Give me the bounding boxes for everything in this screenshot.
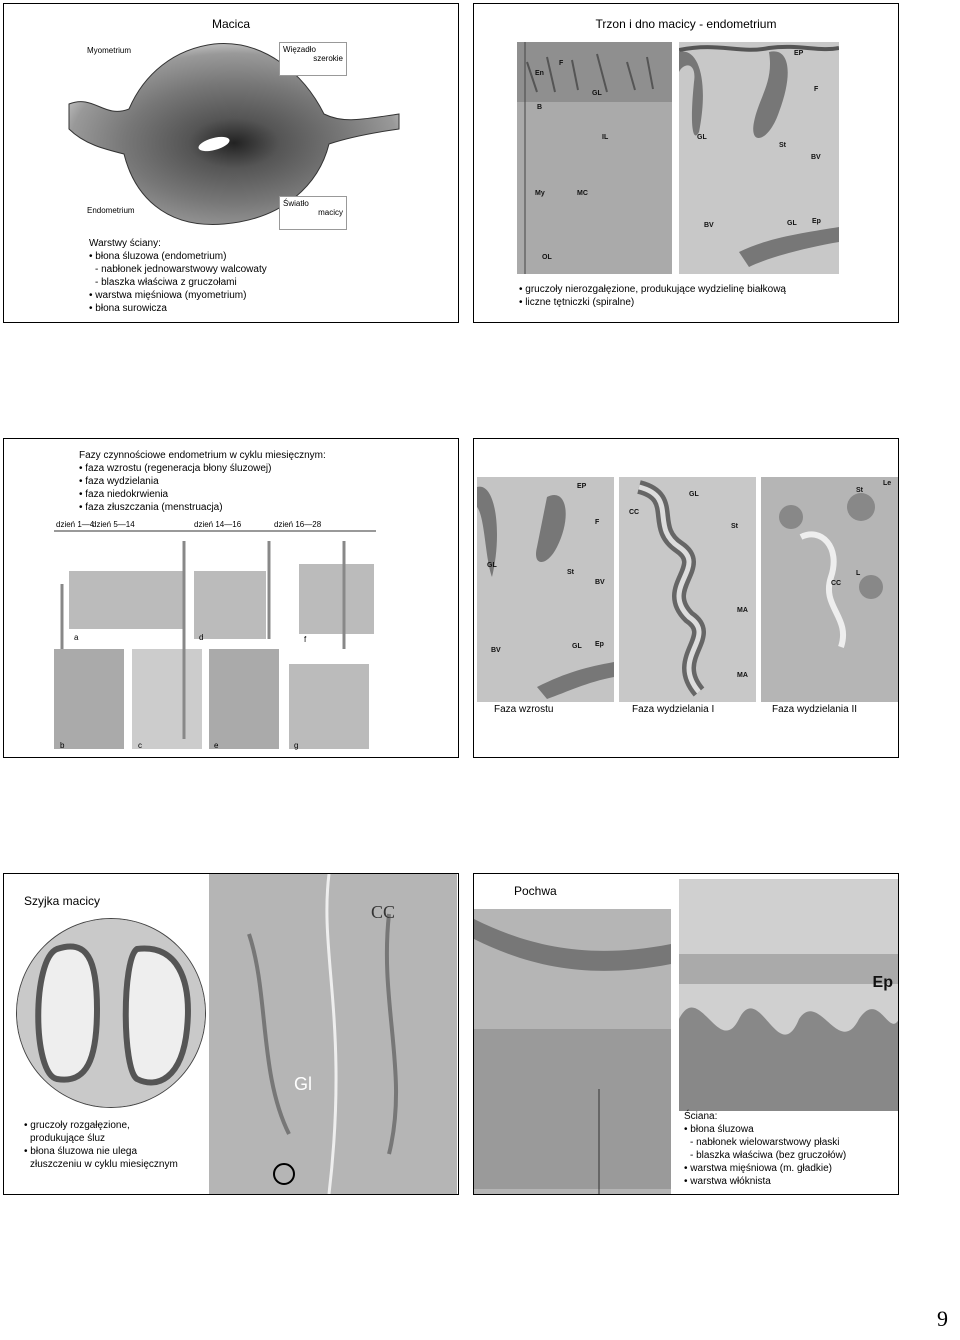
cervix-list	[24, 1119, 178, 1171]
list-item: • faza wzrostu (regeneracja błony śluzowej)	[79, 462, 326, 475]
list-item: • faza niedokrwienia	[79, 488, 326, 501]
panel-letter: d	[199, 633, 204, 642]
slide-title: Pochwa	[514, 884, 557, 898]
slide-uterine-body-endometrium	[473, 3, 899, 323]
photo-label: B	[537, 104, 543, 111]
photo-label: CC	[831, 580, 842, 587]
list-item: produkujące śluz	[30, 1133, 106, 1144]
panel-letter: a	[74, 633, 79, 642]
photo-label: GL	[787, 220, 797, 227]
photo-label: F	[814, 86, 819, 93]
phases-block	[79, 449, 326, 514]
photo-label: St	[856, 487, 863, 494]
endometrium-label: Endometrium	[87, 206, 135, 215]
day-label: dzień 16—28	[274, 520, 322, 529]
list-item: • błona śluzowa (endometrium)	[89, 250, 267, 263]
list-item: • liczne tętniczki (spiralne)	[519, 296, 786, 309]
list-item: • gruczoły nierozgałęzione, produkujące wydzielinę białkową	[519, 283, 786, 296]
slide-title: Trzon i dno macicy - endometrium	[595, 17, 777, 31]
photo-label: GL	[592, 90, 602, 97]
lumen-label	[279, 196, 347, 230]
list-item: - nabłonek jednowarstwowy walcowaty	[95, 264, 267, 275]
slide-endometrium-phase-photos	[473, 438, 899, 758]
photo-label: Le	[883, 480, 892, 487]
broad-ligament-label-line1: Więzadło	[283, 45, 316, 54]
slide-vagina	[473, 873, 899, 1195]
slide-title: Szyjka macicy	[24, 894, 101, 908]
photo-label: GL	[487, 562, 497, 569]
list-item: • błona śluzowa nie ulega	[24, 1145, 178, 1158]
phases-heading: Fazy czynnościowe endometrium w cyklu miesięcznym:	[79, 450, 326, 461]
photo-label: BV	[491, 647, 501, 654]
secretory-phase-2-caption: Faza wydzielania II	[772, 704, 858, 715]
list-item: • warstwa włóknista	[684, 1175, 846, 1188]
photo-label: St	[567, 569, 574, 576]
cervical-gland-inset-image	[16, 918, 206, 1108]
list-item: • warstwa mięśniowa (m. gładkie)	[684, 1162, 846, 1175]
wall-layers-block	[89, 237, 267, 315]
photo-label: L	[856, 570, 861, 577]
myometrium-label: Myometrium	[87, 46, 132, 55]
list-item: - blaszka właściwa z gruczołami	[95, 277, 237, 288]
photo-label: En	[535, 70, 544, 77]
wall-layers-list	[89, 250, 267, 315]
cervical-canal-label: CC	[371, 902, 396, 922]
photo-label: F	[595, 519, 600, 526]
photo-label: EP	[794, 50, 804, 57]
list-item: • błona surowicza	[89, 302, 267, 315]
panel-letter: e	[214, 741, 219, 750]
photo-label: OL	[542, 254, 552, 261]
photo-label: St	[779, 142, 786, 149]
glands-label: Gl	[294, 1074, 312, 1094]
endometrium-high-magnification-image	[679, 42, 839, 274]
day-label: dzień 5—14	[92, 520, 135, 529]
photo-label: St	[731, 523, 738, 530]
list-item: • gruczoły rozgałęzione,	[24, 1119, 178, 1132]
day-label: dzień 1—4	[56, 520, 95, 529]
photo-label: My	[535, 190, 545, 197]
slide-endometrium-phases	[3, 438, 459, 758]
growth-phase-caption: Faza wzrostu	[494, 704, 554, 715]
lumen-label-line1: Światło	[283, 199, 309, 208]
list-item: - blaszka właściwa (bez gruczołów)	[690, 1150, 847, 1161]
broad-ligament-label-line2: szerokie	[313, 54, 343, 63]
photo-label: BV	[811, 154, 821, 161]
photo-label: Ep	[812, 218, 821, 225]
photo-label: BV	[704, 222, 714, 229]
uterine-body-list	[519, 283, 786, 309]
wall-layers-heading: Warstwy ściany:	[89, 238, 161, 249]
slide-cervix	[3, 873, 459, 1195]
photo-label: MA	[737, 672, 748, 679]
slide-uterus	[3, 3, 459, 323]
photo-label: IL	[602, 134, 609, 141]
list-item: - nabłonek wielowarstwowy płaski	[690, 1137, 840, 1148]
lumen-label-line2: macicy	[318, 208, 343, 217]
list-item: • błona śluzowa	[684, 1123, 846, 1136]
panel-letter: g	[294, 741, 299, 750]
list-item: złuszczeniu w cyklu miesięcznym	[30, 1159, 178, 1170]
epithelium-label: Ep	[872, 974, 893, 991]
phases-list	[79, 462, 326, 514]
photo-label: F	[559, 60, 564, 67]
vagina-wall-heading: Ściana:	[684, 1111, 718, 1122]
panel-letter: b	[60, 741, 65, 750]
vaginal-epithelium-image	[679, 879, 899, 1111]
cervix-overview-image	[209, 874, 457, 1194]
vagina-wall-block	[684, 1110, 846, 1188]
list-item: • warstwa mięśniowa (myometrium)	[89, 289, 267, 302]
growth-phase-image	[477, 477, 614, 702]
photo-label: Ep	[595, 641, 604, 648]
photo-label: EP	[577, 483, 587, 490]
panel-letter: f	[304, 635, 307, 644]
photo-label: BV	[595, 579, 605, 586]
photo-label: GL	[572, 643, 582, 650]
photo-label: MA	[737, 607, 748, 614]
photo-label: GL	[697, 134, 707, 141]
secretory-phase-2-image	[761, 477, 898, 702]
photo-label: MC	[577, 190, 588, 197]
photo-label: CC	[629, 509, 640, 516]
list-item: • faza złuszczania (menstruacja)	[79, 501, 326, 514]
list-item: • faza wydzielania	[79, 475, 326, 488]
vagina-wall-list	[684, 1123, 846, 1188]
photo-label: GL	[689, 491, 699, 498]
vaginal-wall-image	[474, 909, 671, 1194]
panel-letter: c	[138, 741, 142, 750]
secretory-phase-1-image	[619, 477, 756, 702]
broad-ligament-label	[279, 42, 347, 76]
day-label: dzień 14—16	[194, 520, 242, 529]
endometrium-low-magnification-image	[517, 42, 672, 274]
page-number: 9	[937, 1306, 948, 1331]
secretory-phase-1-caption: Faza wydzielania I	[632, 704, 715, 715]
cycle-phases-diagram-image	[54, 519, 376, 751]
slide-title: Macica	[211, 17, 250, 31]
